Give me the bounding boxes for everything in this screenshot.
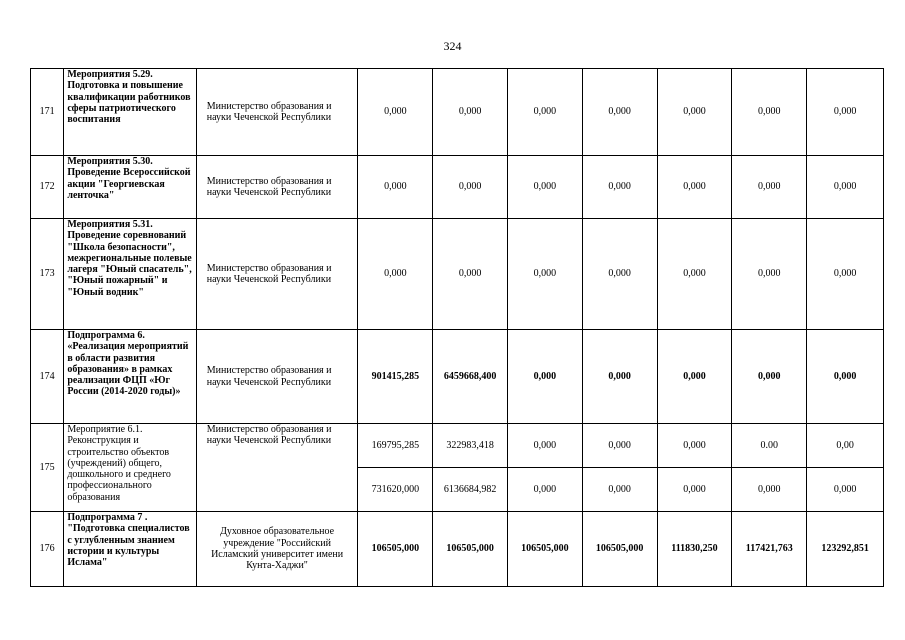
value-cell: 0,000: [508, 219, 583, 330]
value-cell: 731620,000: [358, 468, 433, 512]
row-number: 174: [31, 330, 64, 424]
value-cell: 0,000: [508, 468, 583, 512]
row-organization: Министерство образования и науки Чеченской Республики: [196, 330, 358, 424]
value-cell: 111830,250: [657, 512, 732, 587]
value-cell: 0,000: [657, 468, 732, 512]
value-cell: 0,000: [732, 156, 807, 219]
value-cell: 901415,285: [358, 330, 433, 424]
value-cell: 117421,763: [732, 512, 807, 587]
row-number: 172: [31, 156, 64, 219]
row-organization: Министерство образования и науки Чеченской Республики: [196, 424, 358, 512]
value-cell: 0,000: [433, 156, 508, 219]
value-cell: 0,000: [582, 219, 657, 330]
row-name: Подпрограмма 7 . "Подготовка специалистов с углубленным знанием истории и культуры Ислама": [64, 512, 196, 587]
row-number: 175: [31, 424, 64, 512]
value-cell: 106505,000: [508, 512, 583, 587]
value-cell: 0,000: [508, 156, 583, 219]
row-name: Подпрограмма 6. «Реализация мероприятий в области развития образования» в рамках реализации ФЦП «Юг России (2014-2020 годы)»: [64, 330, 196, 424]
value-cell: 106505,000: [582, 512, 657, 587]
value-cell: 0,000: [732, 69, 807, 156]
value-cell: 0,000: [508, 424, 583, 468]
value-cell: 0,000: [807, 468, 884, 512]
value-cell: 0,000: [508, 330, 583, 424]
value-cell: 0,000: [582, 69, 657, 156]
value-cell: 0,000: [657, 424, 732, 468]
value-cell: 0,000: [807, 330, 884, 424]
row-organization: Министерство образования и науки Чеченской Республики: [196, 156, 358, 219]
table-row: [31, 69, 884, 156]
value-cell: 123292,851: [807, 512, 884, 587]
value-cell: 0,00: [807, 424, 884, 468]
row-organization: Министерство образования и науки Чеченской Республики: [196, 69, 358, 156]
value-cell: 0,000: [807, 69, 884, 156]
value-cell: 0,000: [657, 219, 732, 330]
value-cell: 0,000: [508, 69, 583, 156]
value-cell: 106505,000: [358, 512, 433, 587]
value-cell: 0,000: [657, 156, 732, 219]
row-number: 176: [31, 512, 64, 587]
value-cell: 322983,418: [433, 424, 508, 468]
value-cell: 0,000: [657, 330, 732, 424]
value-cell: 0,000: [433, 219, 508, 330]
table-row: [31, 424, 884, 468]
value-cell: 0,000: [358, 156, 433, 219]
row-name: Мероприятия 5.31. Проведение соревнований "Школа безопасности", межрегиональные полевые лагеря "Юный спасатель", "Юный пожарный" и "Юный водник": [64, 219, 196, 330]
value-cell: 0,000: [807, 156, 884, 219]
value-cell: 0,000: [732, 330, 807, 424]
value-cell: 0,000: [657, 69, 732, 156]
value-cell: 0,000: [358, 219, 433, 330]
value-cell: 0,000: [582, 424, 657, 468]
value-cell: 0.00: [732, 424, 807, 468]
row-number: 173: [31, 219, 64, 330]
table-row: [31, 512, 884, 587]
row-organization: Министерство образования и науки Чеченской Республики: [196, 219, 358, 330]
table-row: [31, 330, 884, 424]
value-cell: 6136684,982: [433, 468, 508, 512]
page-number: 324: [443, 39, 462, 53]
value-cell: 0,000: [807, 219, 884, 330]
table-row: [31, 156, 884, 219]
row-number: 171: [31, 69, 64, 156]
value-cell: 0,000: [582, 156, 657, 219]
budget-table: [30, 68, 884, 587]
row-name: Мероприятие 6.1. Реконструкция и строительство объектов (учреждений) общего, дошкольного и среднего профессионального образования: [64, 424, 196, 512]
value-cell: 6459668,400: [433, 330, 508, 424]
value-cell: 0,000: [732, 468, 807, 512]
value-cell: 0,000: [582, 330, 657, 424]
value-cell: 0,000: [433, 69, 508, 156]
table-row: [31, 219, 884, 330]
row-name: Мероприятия 5.30. Проведение Всероссийской акции "Георгиевская ленточка": [64, 156, 196, 219]
row-organization: Духовное образовательное учреждение "Российский Исламский университет имени Кунта-Хаджи": [196, 512, 358, 587]
value-cell: 106505,000: [433, 512, 508, 587]
value-cell: 0,000: [732, 219, 807, 330]
value-cell: 0,000: [358, 69, 433, 156]
row-name: Мероприятия 5.29. Подготовка и повышение квалификации работников сферы патриотического воспитания: [64, 69, 196, 156]
value-cell: 0,000: [582, 468, 657, 512]
value-cell: 169795,285: [358, 424, 433, 468]
